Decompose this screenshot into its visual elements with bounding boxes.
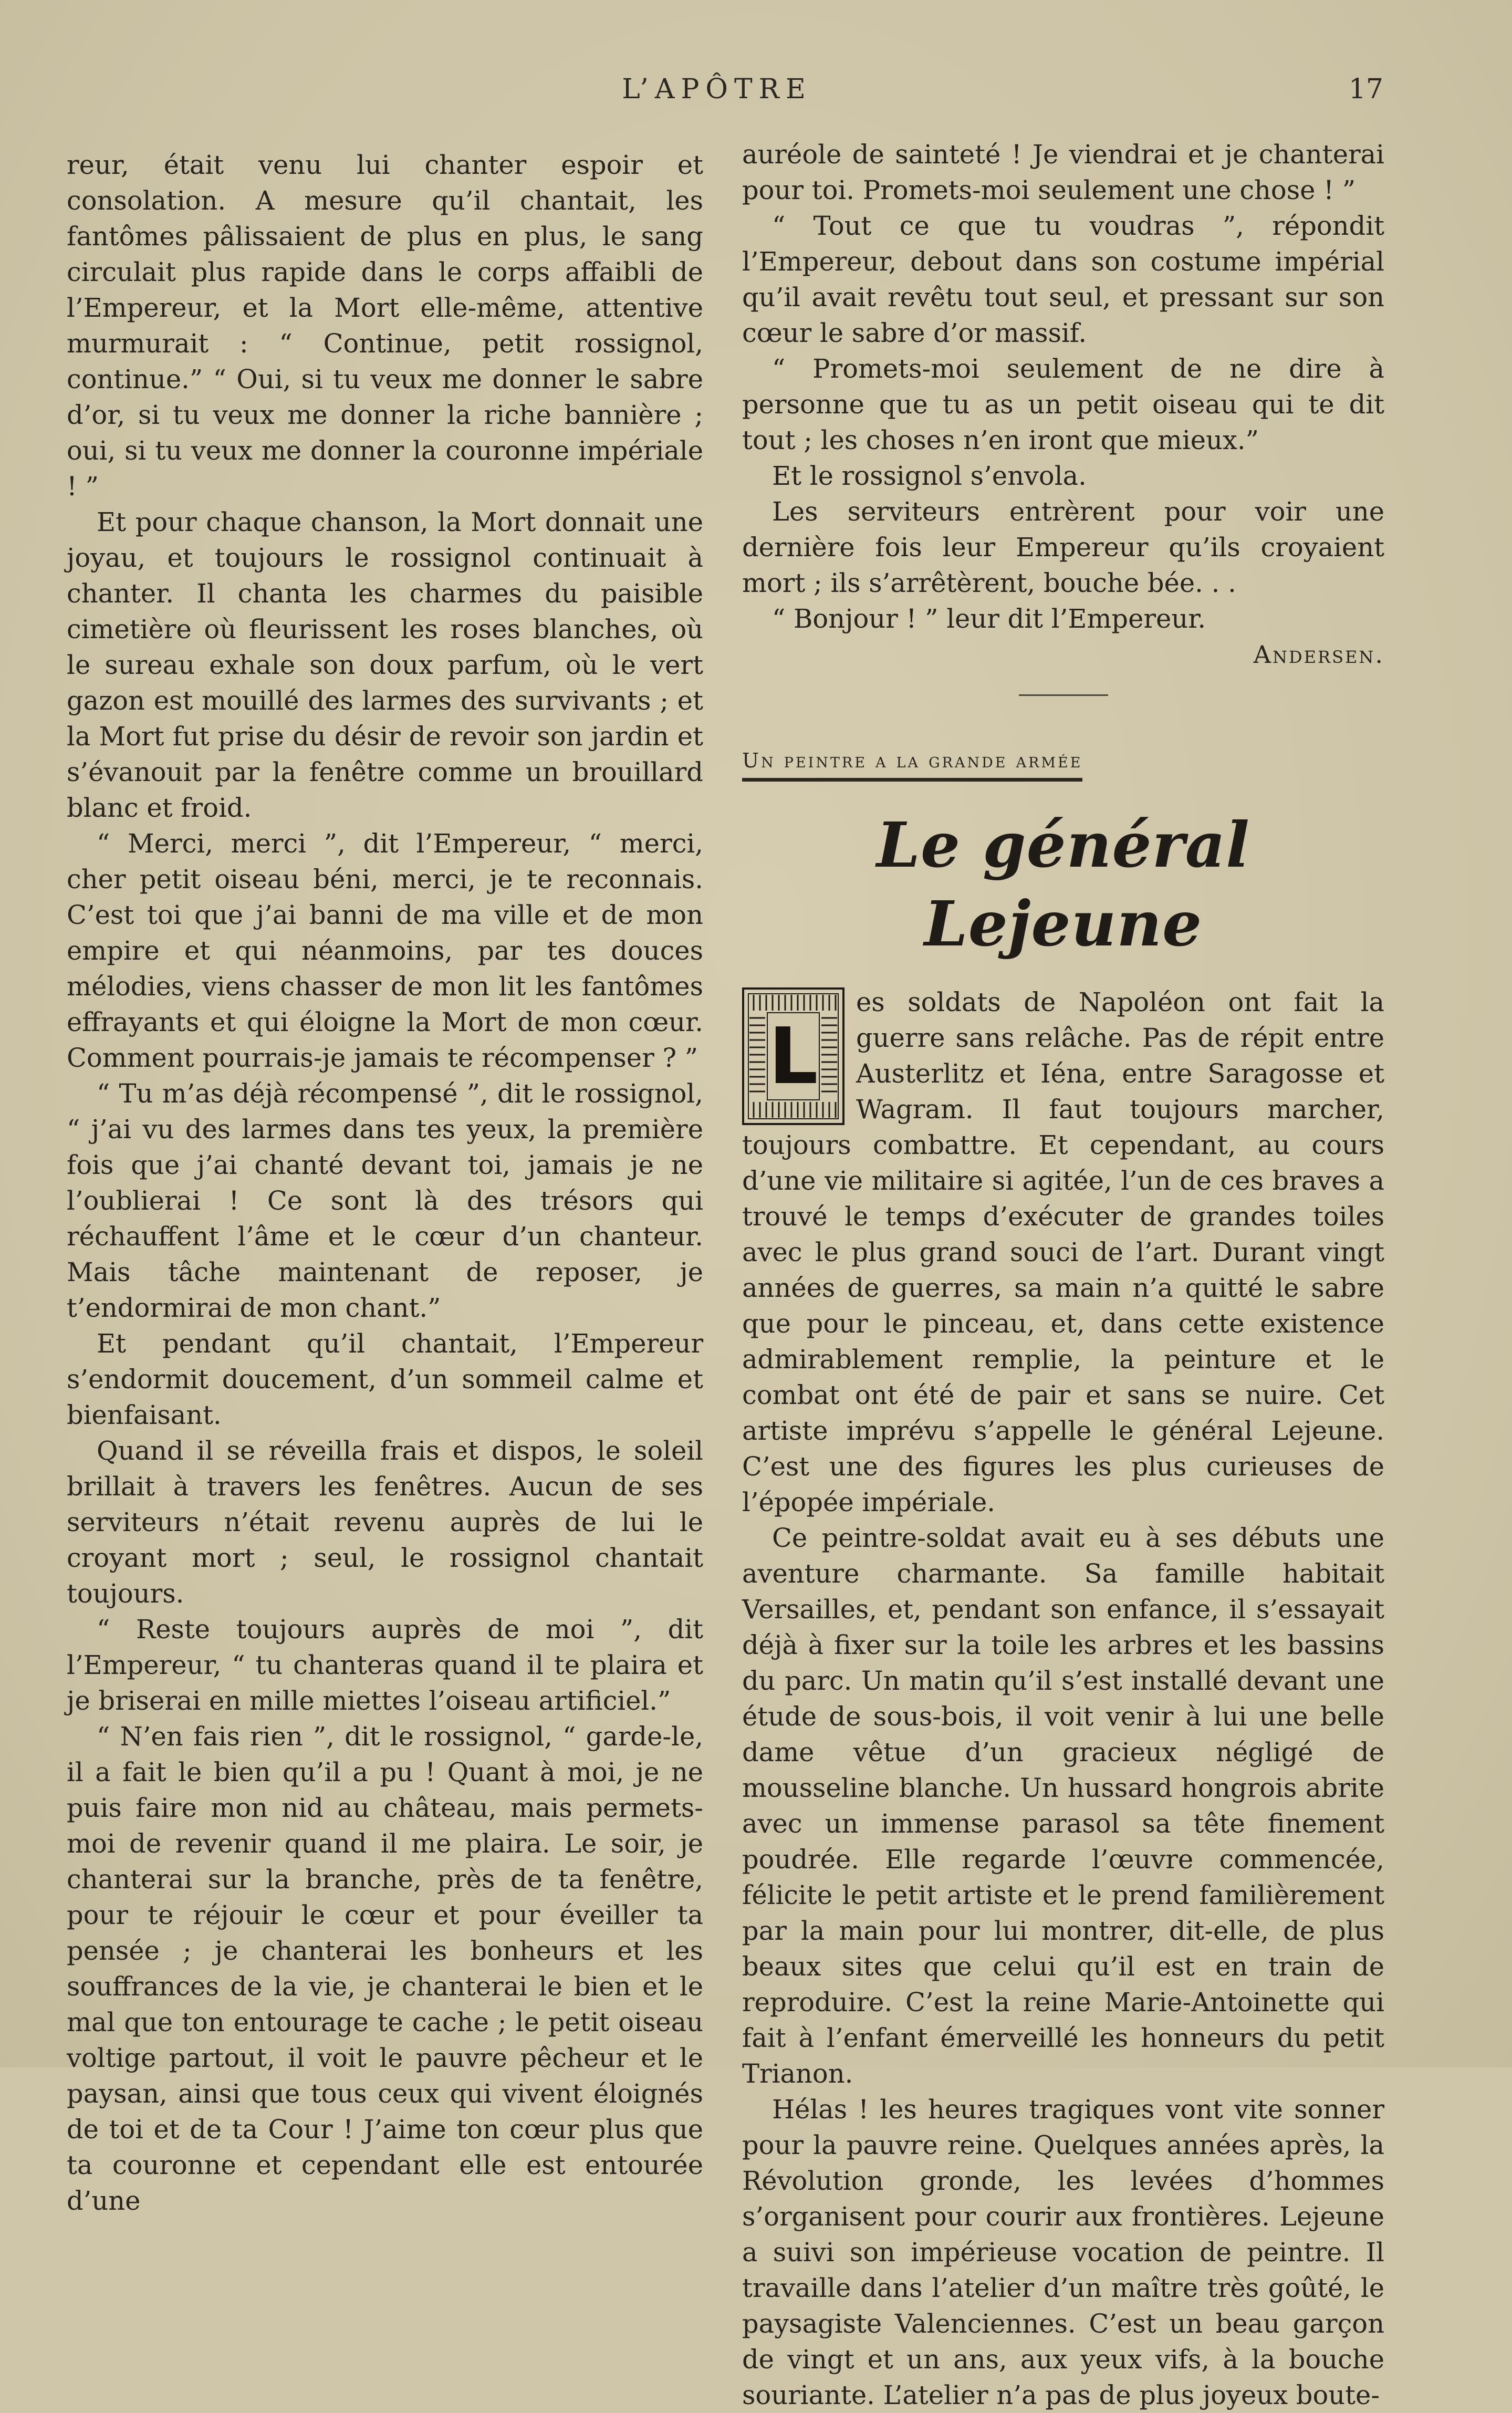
paragraph: Hélas ! les heures tragiques vont vite sonner pour la pauvre reine. Quelques années après, la Révolution gronde, les levées d’hommes s’organisent pour courir aux frontières. Lejeune a suivi son impérieuse vocation de peintre. Il travaille dans l’atelier d’un maître très goûté, le paysagiste Valenciennes. C’est un beau garçon de vingt et un ans, aux yeux vifs, à la bouche souriante. L’atelier n’a pas de plus joyeux boute- bbox=[742, 2094, 1384, 2410]
running-title: L’APÔTRE bbox=[622, 74, 812, 105]
paragraph: Et pendant qu’il chantait, l’Empereur s’endormit doucement, d’un sommeil calme et bienfaisant. bbox=[67, 1328, 703, 1430]
paragraph: Et pour chaque chanson, la Mort donnait une joyau, et toujours le rossignol continuait à chanter. Il chanta les charmes du paisible cimetière où fleurissent les roses blanches, où le sureau exhale son doux parfum, où le vert gazon est mouillé des larmes des survivants ; et la Mort fut prise du désir de revoir son jardin et s’évanouit par la fenêtre comme un brouillard blanc et froid. bbox=[67, 507, 703, 823]
paragraph: Et le rossignol s’envola. bbox=[772, 461, 1087, 491]
page-number: 17 bbox=[1348, 74, 1383, 105]
section-divider bbox=[1019, 694, 1108, 696]
paragraph: “ Bonjour ! ” leur dit l’Empereur. bbox=[772, 604, 1206, 634]
paragraph: es soldats de Napoléon ont fait la guerre sans relâche. Pas de répit entre Austerlitz et Iéna, entre Saragosse et Wagram. Il faut toujours marcher, toujours combattre. Et cependant, au cours d’une vie militaire si agitée, l’un de ces braves a trouvé le temps d’exécuter de grandes toiles avec le plus grand souci de l’art. Durant vingt années de guerres, sa main n’a quitté le sabre que pour le pinceau, et, dans cette existence admirablement remplie, la peinture et le combat ont été de pair et sans se nuire. Cet artiste imprévu s’appelle le général Lejeune. C’est une des figures les plus curieuses de l’épopée impériale. bbox=[742, 987, 1384, 1517]
paragraph: Quand il se réveilla frais et dispos, le soleil brillait à travers les fenêtres. Aucun de ses serviteurs n’était revenu auprès de lui le croyant mort ; seul, le rossignol chantait toujours. bbox=[67, 1436, 703, 1609]
right-column bbox=[742, 137, 1384, 2413]
drop-cap-letter: L bbox=[768, 1011, 818, 1101]
paragraph: reur, était venu lui chanter espoir et consolation. A mesure qu’il chantait, les fantômes pâlissaient de plus en plus, le sang circulait plus rapide dans le corps affaibli de l’Empereur, et la Mort elle-même, attentive murmurait : “ Continue, petit rossignol, continue.” “ Oui, si tu veux me donner le sabre d’or, si tu veux me donner la riche bannière ; oui, si tu veux me donner la couronne impériale ! ” bbox=[67, 150, 703, 502]
paragraph: “ N’en fais rien ”, dit le rossignol, “ garde-le, il a fait le bien qu’il a pu ! Quant à moi, je ne puis faire mon nid au château, mais permets-moi de revenir quand il me plaira. Le soir, je chanterai sur la branche, près de ta fenêtre, pour te réjouir le cœur et pour éveiller ta pensée ; je chanterai les bonheurs et les souffrances de la vie, je chanterai le bien et le mal que ton entourage te cache ; le petit oiseau voltige partout, il voit le pauvre pêcheur et le paysan, ainsi que tous ceux qui vivent éloignés de toi et de ta Cour ! J’aime ton cœur plus que ta couronne et cependant elle est entourée d’une bbox=[67, 1721, 703, 2216]
left-column bbox=[67, 147, 703, 2219]
paragraph: Les serviteurs entrèrent pour voir une dernière fois leur Empereur qu’ils croyaient mort ; ils s’arrêtèrent, bouche bée. . . bbox=[742, 496, 1384, 598]
paragraph: “ Promets-moi seulement de ne dire à personne que tu as un petit oiseau qui te dit tout ; les choses n’en iront que mieux.” bbox=[742, 353, 1384, 455]
drop-cap bbox=[742, 987, 844, 1125]
paragraph: auréole de sainteté ! Je viendrai et je chanterai pour toi. Promets-moi seulement une chose ! ” bbox=[742, 139, 1384, 205]
paragraph: “ Reste toujours auprès de moi ”, dit l’Empereur, “ tu chanteras quand il te plaira et je briserai en mille miettes l’oiseau artificiel.” bbox=[67, 1614, 703, 1716]
paragraph: “ Tout ce que tu voudras ”, répondit l’Empereur, debout dans son costume impérial qu’il avait revêtu tout seul, et pressant sur son cœur le sabre d’or massif. bbox=[742, 211, 1384, 348]
article-headline: Le général Lejeune bbox=[876, 808, 1250, 960]
paragraph: “ Tu m’as déjà récompensé ”, dit le rossignol, “ j’ai vu des larmes dans tes yeux, la première fois que j’ai chanté devant toi, jamais je ne l’oublierai ! Ce sont là des trésors qui réchauffent l’âme et le cœur d’un chanteur. Mais tâche maintenant de reposer, je t’endormirai de mon chant.” bbox=[67, 1078, 703, 1323]
paragraph: Ce peintre-soldat avait eu à ses débuts une aventure charmante. Sa famille habitait Versailles, et, pendant son enfance, il s’essayait déjà à fixer sur la toile les arbres et les bassins du parc. Un matin qu’il s’est installé devant une étude de sous-bois, il voit venir à lui une belle dame vêtue d’un gracieux négligé de mousseline blanche. Un hussard hongrois abrite avec un immense parasol sa tête finement poudrée. Elle regarde l’œuvre commencée, félicite le petit artiste et le prend familièrement par la main pour lui montrer, dit-elle, de plus beaux sites que celui qu’il est en train de reproduire. C’est la reine Marie-Antoinette qui fait à l’enfant émerveillé les honneurs du petit Trianon. bbox=[742, 1523, 1384, 2089]
author-signature: Andersen. bbox=[1253, 640, 1384, 669]
paragraph: “ Merci, merci ”, dit l’Empereur, “ merci, cher petit oiseau béni, merci, je te reconnais. C’est toi que j’ai banni de ma ville et de mon empire et qui néanmoins, par tes douces mélodies, viens chasser de mon lit les fantômes effrayants et qui éloigne la Mort de mon cœur. Comment pourrais-je jamais te récompenser ? ” bbox=[67, 828, 703, 1073]
article-rubric: Un peintre a la grande armée bbox=[742, 747, 1082, 782]
